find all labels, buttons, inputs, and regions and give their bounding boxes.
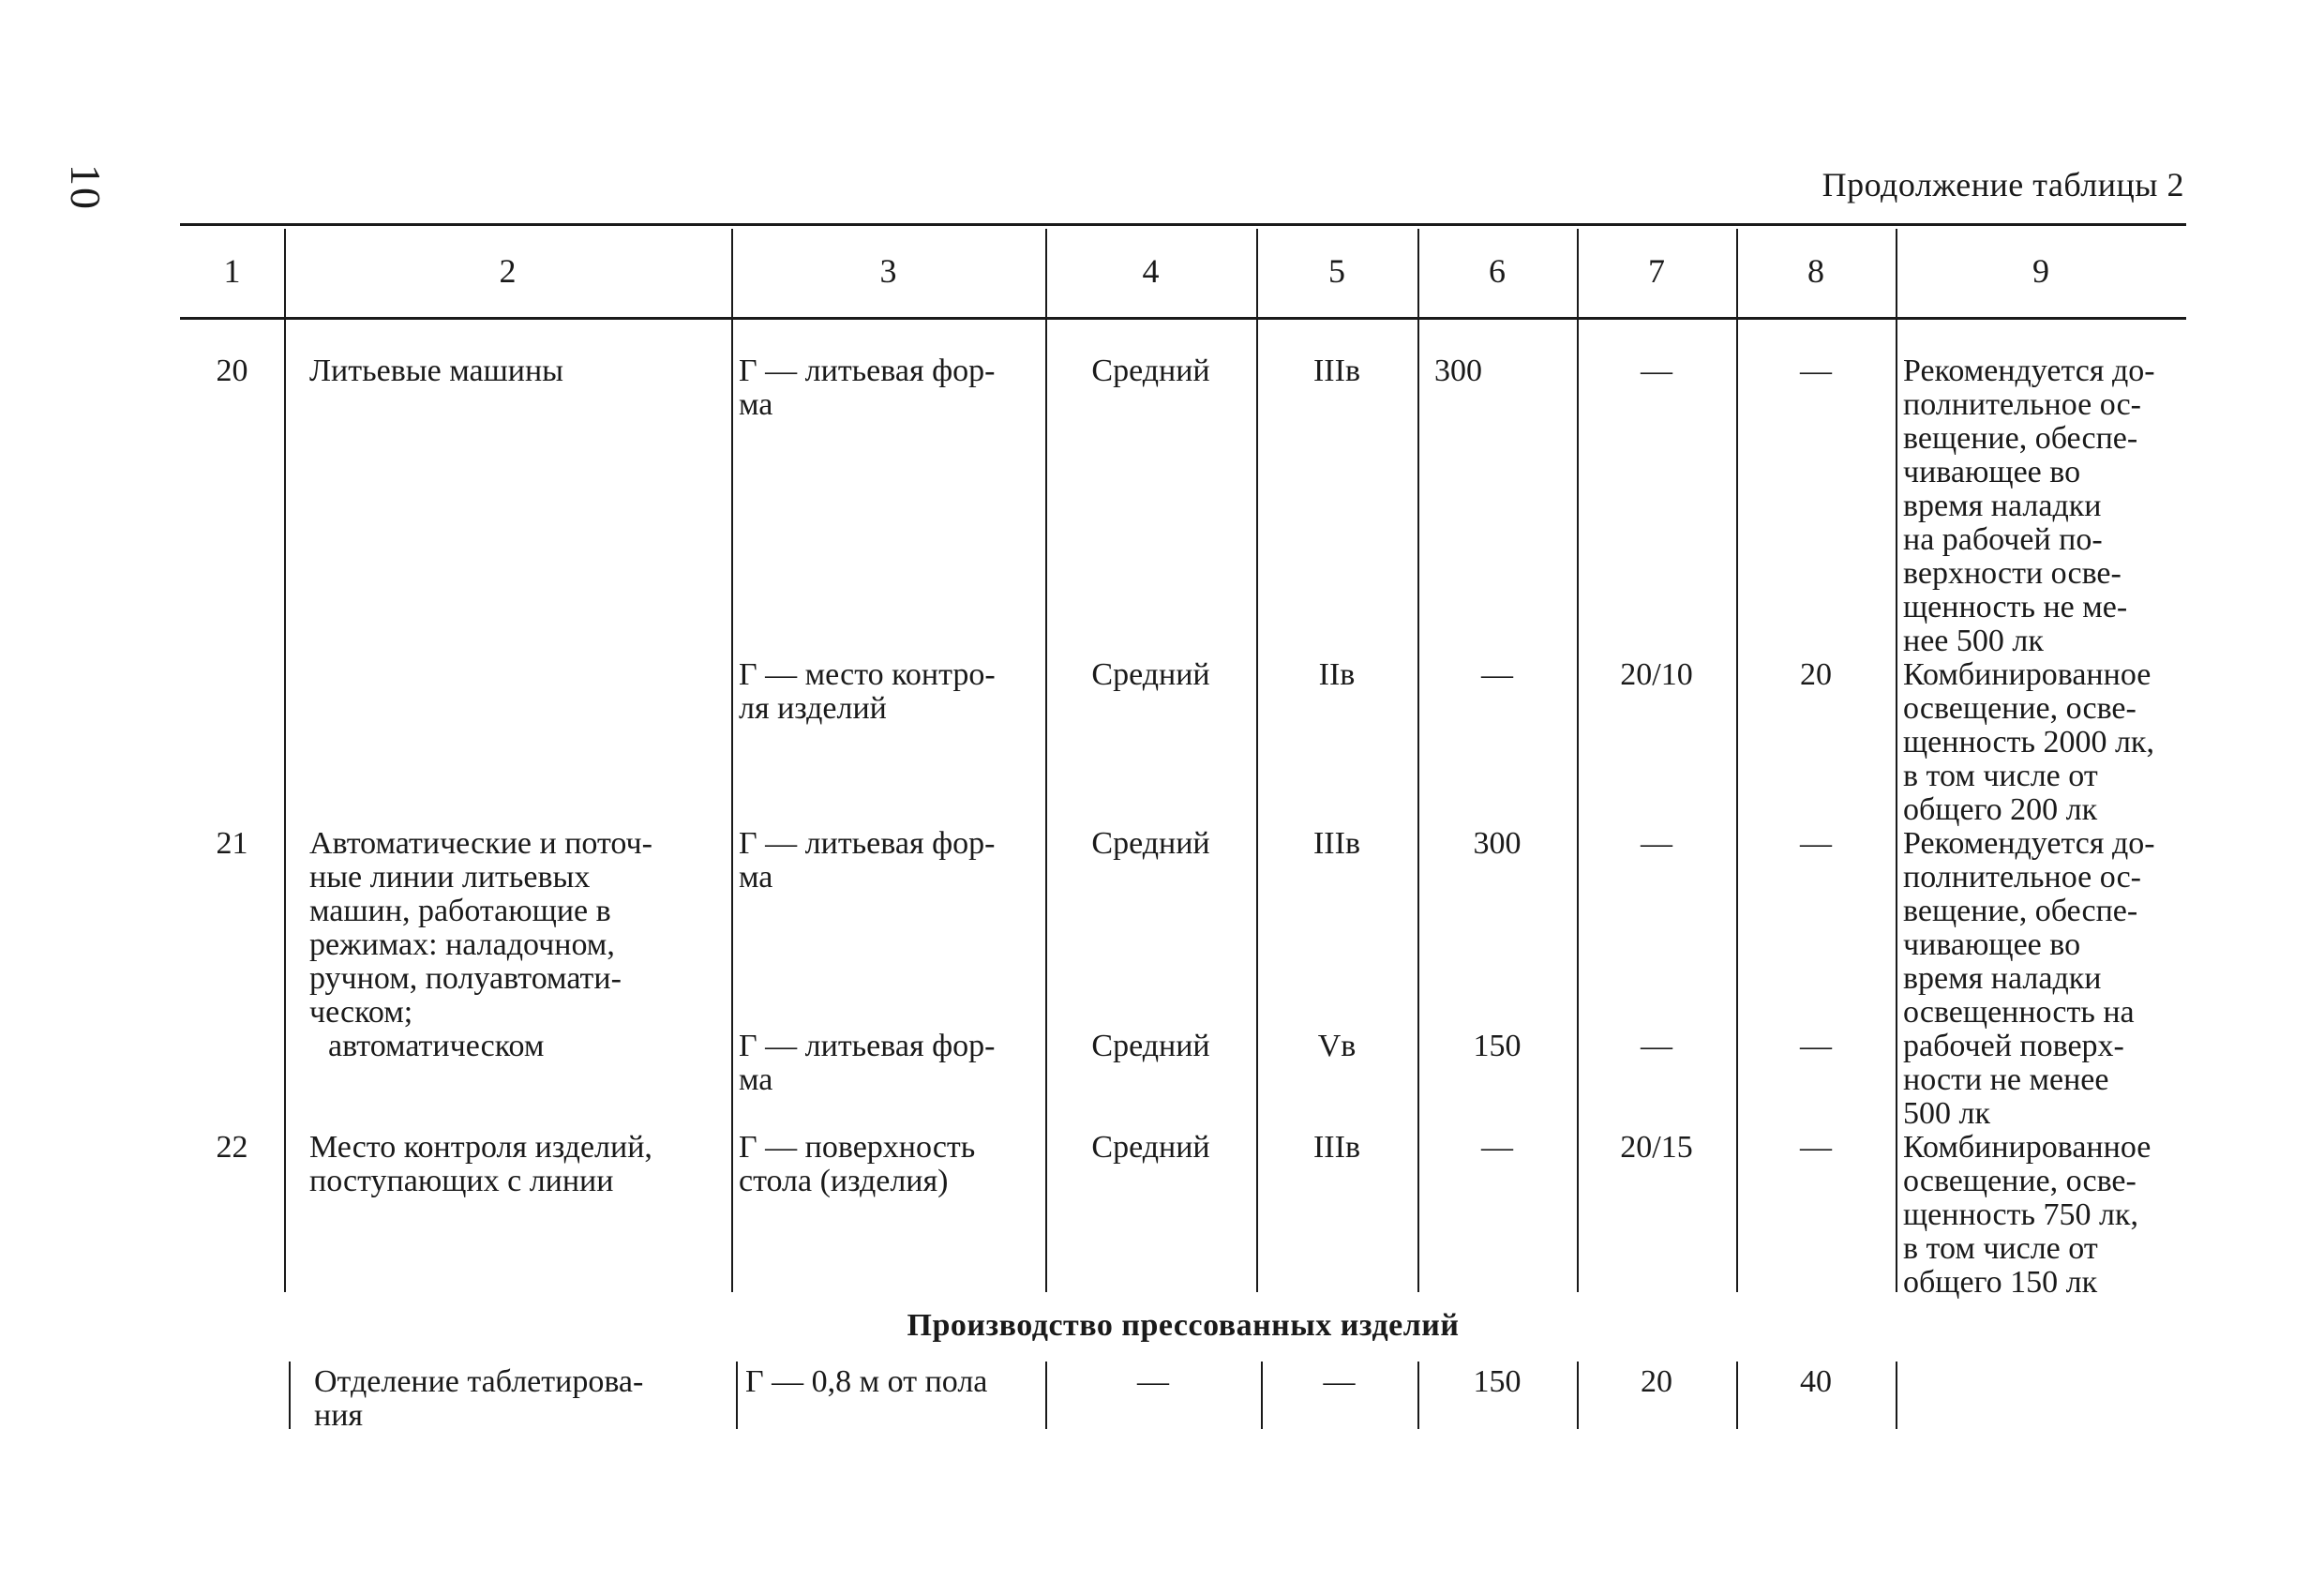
- column-header: 2: [499, 252, 517, 290]
- work-rank: Средний: [1091, 657, 1210, 692]
- note: Комбинированное освещение, осве- щенность 750 лк, в том числе от общего 150 лк: [1903, 1130, 2152, 1300]
- workplace-name-mode: автоматическом: [328, 1029, 545, 1063]
- work-surface: Г — 0,8 м от пола: [745, 1364, 988, 1399]
- workplace-name: Отделение таблетирова- ния: [314, 1364, 644, 1433]
- column-divider: [731, 229, 733, 1292]
- column-header: 3: [879, 252, 897, 290]
- general-illuminance: —: [1481, 657, 1513, 692]
- column-header: 9: [2032, 252, 2049, 290]
- column-header: 5: [1328, 252, 1345, 290]
- value-col7: —: [1641, 826, 1672, 861]
- work-rank: Средний: [1091, 354, 1210, 388]
- work-rank: —: [1137, 1364, 1169, 1399]
- value-col8: 40: [1800, 1364, 1832, 1399]
- value-col7: —: [1641, 354, 1672, 388]
- value-col7: 20/10: [1620, 657, 1693, 692]
- note: Рекомендуется до- полнительное ос- вещение, обеспе- чивающее во время наладки освещенность на рабочей поверх- ности не менее 500 лк: [1903, 826, 2155, 1131]
- work-rank: Средний: [1091, 1130, 1210, 1165]
- column-header: 4: [1142, 252, 1160, 290]
- section-title: Производство прессованных изделий: [907, 1308, 1460, 1343]
- column-header: 7: [1648, 252, 1665, 290]
- general-illuminance: —: [1481, 1130, 1513, 1165]
- value-col7: 20/15: [1620, 1130, 1693, 1165]
- general-illuminance: 300: [1473, 826, 1522, 861]
- column-divider: [284, 229, 286, 1292]
- general-illuminance: 300: [1434, 354, 1482, 388]
- value-col8: 20: [1800, 657, 1832, 692]
- work-subrank: IIв: [1318, 657, 1356, 692]
- work-surface: Г — литьевая фор- ма: [739, 1029, 996, 1097]
- general-illuminance: 150: [1473, 1364, 1522, 1399]
- row-number: 20: [216, 354, 248, 388]
- value-col8: —: [1800, 1130, 1832, 1165]
- work-surface: Г — литьевая фор- ма: [739, 826, 996, 895]
- work-surface: Г — литьевая фор- ма: [739, 354, 996, 422]
- work-subrank: —: [1323, 1364, 1356, 1399]
- work-subrank: Vв: [1317, 1029, 1357, 1063]
- note: Комбинированное освещение, осве- щенность 2000 лк, в том числе от общего 200 лк: [1903, 657, 2154, 827]
- workplace-name: Место контроля изделий, поступающих с линии: [309, 1130, 652, 1198]
- column-divider: [289, 1362, 291, 1429]
- row-number: 21: [216, 826, 248, 861]
- work-subrank: IIIв: [1312, 826, 1361, 861]
- value-col8: —: [1800, 1029, 1832, 1063]
- column-divider: [736, 1362, 738, 1429]
- note: Рекомендуется до- полнительное ос- вещение, обеспе- чивающее во время наладки на рабочей по- верхности осве- щенность не ме- нее 500 лк: [1903, 354, 2155, 658]
- value-col7: 20: [1641, 1364, 1672, 1399]
- work-subrank: IIIв: [1312, 1130, 1361, 1165]
- page-number: 10: [62, 164, 110, 211]
- work-rank: Средний: [1091, 826, 1210, 861]
- table-header-rule: [180, 317, 2186, 320]
- work-surface: Г — место контро- ля изделий: [739, 657, 996, 726]
- value-col7: —: [1641, 1029, 1672, 1063]
- row-number: 22: [216, 1130, 248, 1165]
- work-rank: Средний: [1091, 1029, 1210, 1063]
- column-header: 6: [1489, 252, 1506, 290]
- table-continuation-caption: Продолжение таблицы 2: [1822, 166, 2184, 203]
- workplace-name: Литьевые машины: [309, 354, 563, 388]
- workplace-name: Автоматические и поточ- ные линии литьевых машин, работающие в режимах: наладочном, ручном, полуавтомати- ческом;: [309, 826, 652, 1030]
- work-surface: Г — поверхность стола (изделия): [739, 1130, 976, 1198]
- column-header: 1: [223, 252, 241, 290]
- value-col8: —: [1800, 826, 1832, 861]
- work-subrank: IIIв: [1312, 354, 1361, 388]
- table-top-rule: [180, 223, 2186, 226]
- column-divider: [1896, 1362, 1897, 1429]
- value-col8: —: [1800, 354, 1832, 388]
- general-illuminance: 150: [1473, 1029, 1522, 1063]
- column-divider: [1896, 229, 1897, 1292]
- column-header: 8: [1807, 252, 1824, 290]
